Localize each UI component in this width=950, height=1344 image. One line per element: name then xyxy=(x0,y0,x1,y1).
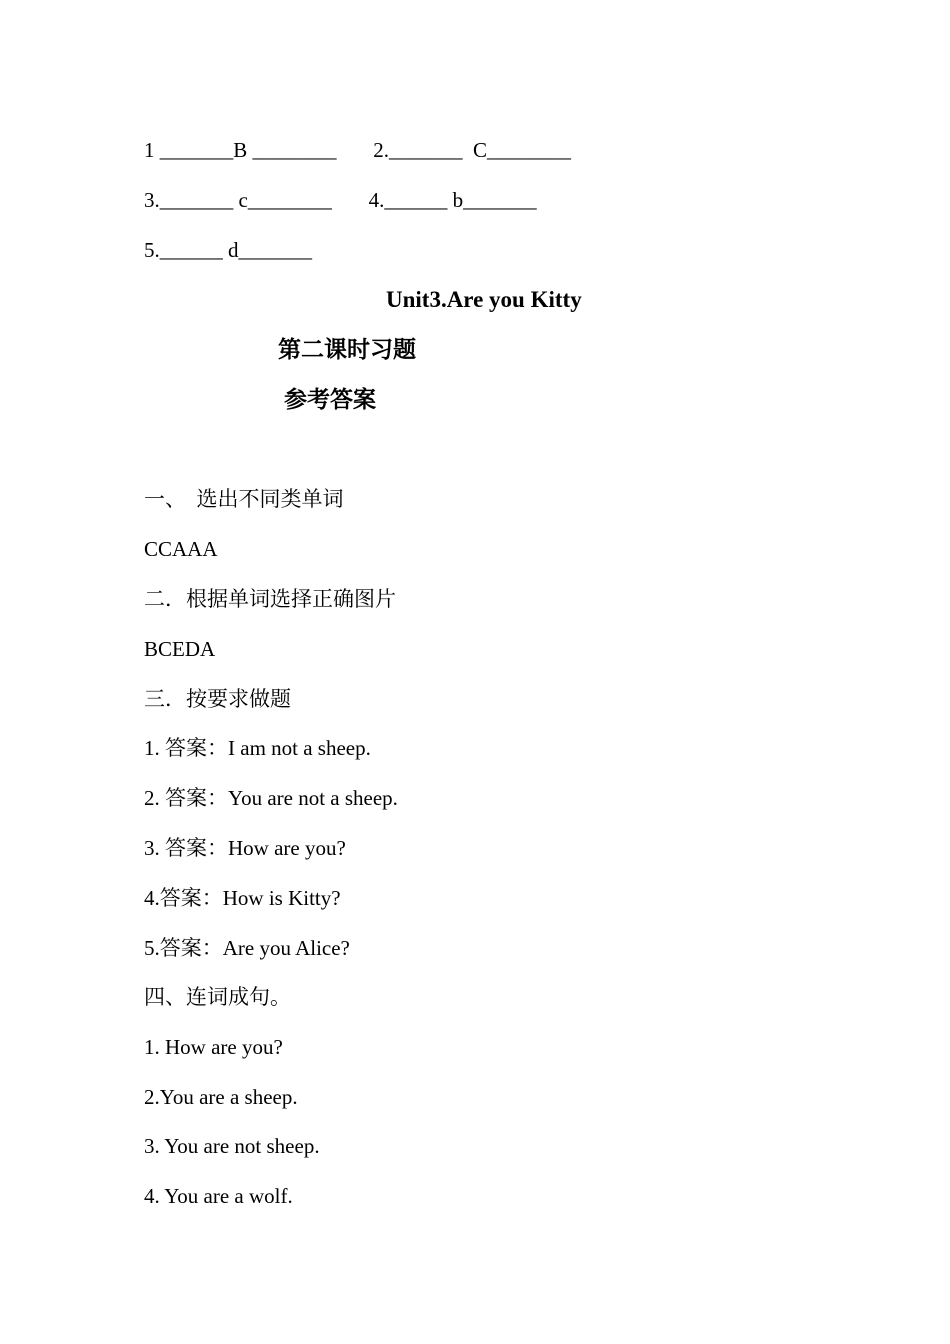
fill-blank-row-3: 5.______ d_______ xyxy=(144,238,312,262)
answer-key-title: 参考答案 xyxy=(284,387,376,413)
section-4-heading: 四、连词成句。 xyxy=(144,985,291,1009)
section-2-answer: BCEDA xyxy=(144,637,216,661)
section-3-item-2: 2. 答案：You are not a sheep. xyxy=(144,786,398,810)
section-4-item-3: 3. You are not sheep. xyxy=(144,1134,320,1158)
section-2-heading: 二．根据单词选择正确图片 xyxy=(144,587,396,611)
lesson-title: 第二课时习题 xyxy=(278,337,416,363)
section-3-heading: 三．按要求做题 xyxy=(144,687,291,711)
section-4-item-2: 2.You are a sheep. xyxy=(144,1085,298,1109)
section-1-answer: CCAAA xyxy=(144,537,218,561)
section-4-item-4: 4. You are a wolf. xyxy=(144,1184,293,1208)
section-3-item-5: 5.答案：Are you Alice? xyxy=(144,936,350,960)
section-4-item-1: 1. How are you? xyxy=(144,1035,283,1059)
section-3-item-4: 4.答案：How is Kitty? xyxy=(144,886,341,910)
section-3-item-1: 1. 答案：I am not a sheep. xyxy=(144,736,371,760)
fill-blank-row-1: 1 _______B ________ 2._______ C________ xyxy=(144,138,572,162)
section-3-item-3: 3. 答案：How are you? xyxy=(144,836,346,860)
fill-blank-row-2: 3._______ c________ 4.______ b_______ xyxy=(144,188,537,212)
section-1-heading: 一、 选出不同类单词 xyxy=(144,487,344,511)
unit-title: Unit3.Are you Kitty xyxy=(386,287,582,312)
